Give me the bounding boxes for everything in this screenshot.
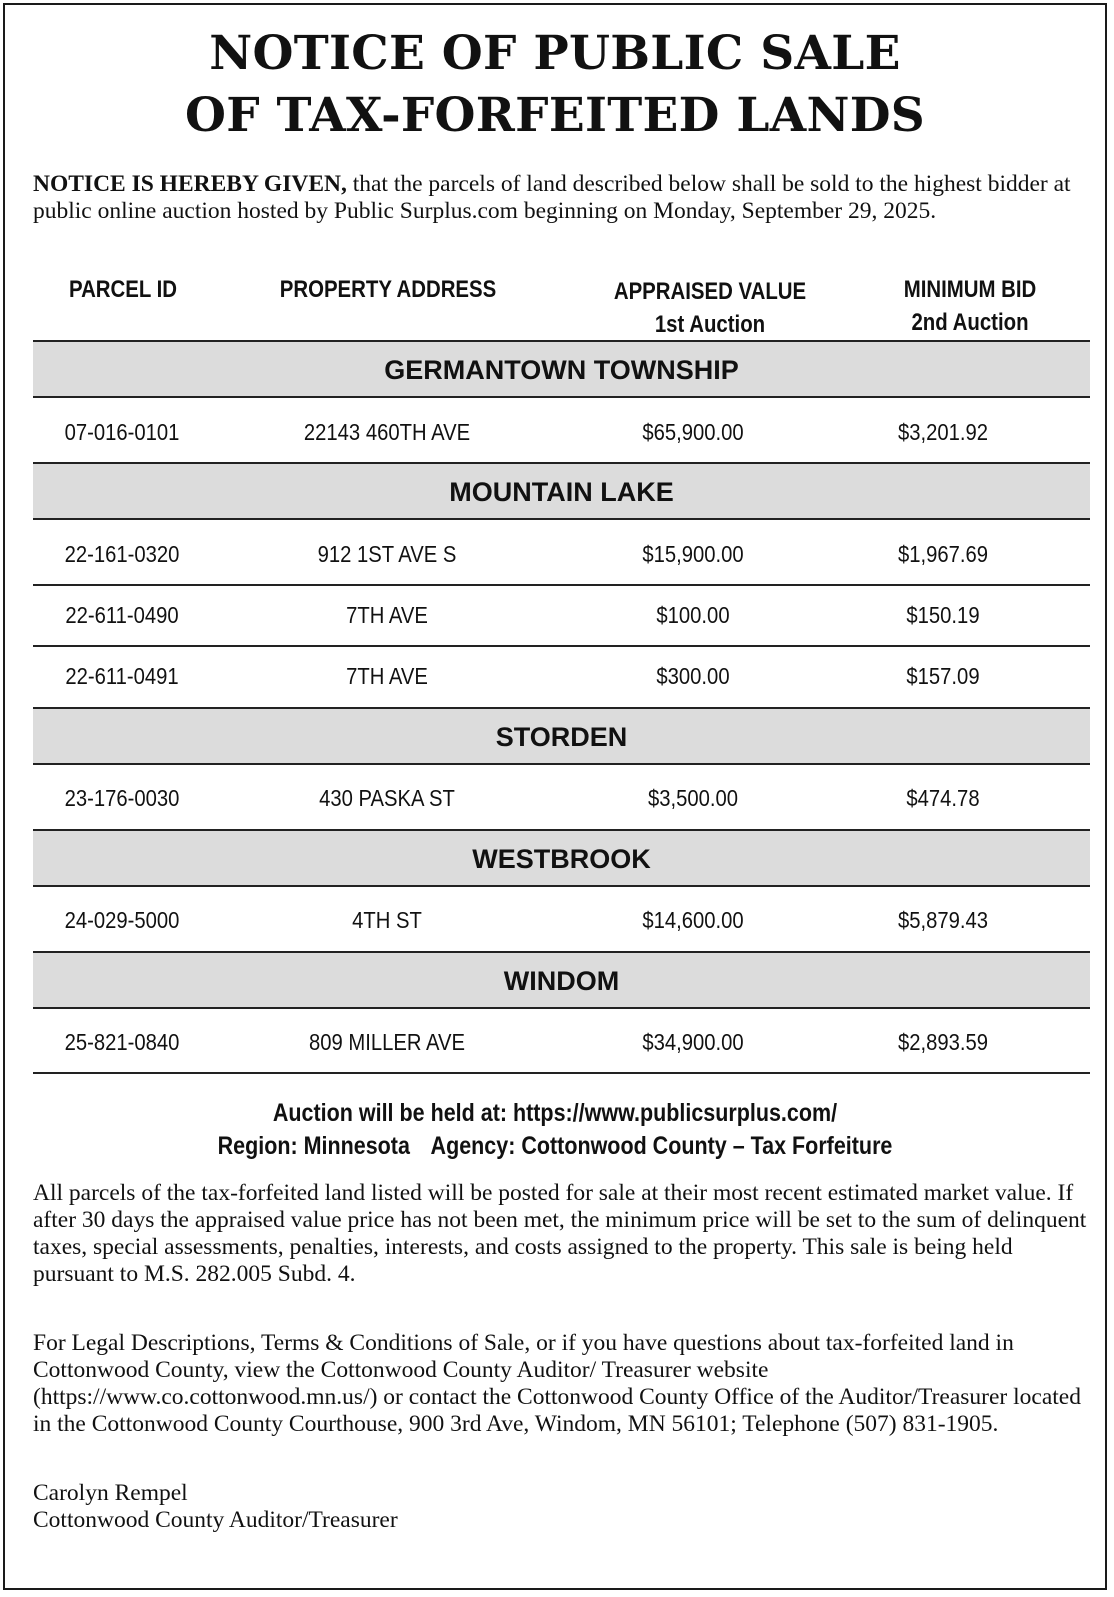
property-address: 430 PASKA ST (319, 785, 455, 811)
section-windom: WINDOM (33, 951, 1090, 1009)
title-line-1: NOTICE OF PUBLIC SALE (209, 26, 901, 81)
appraised-value: $14,600.00 (642, 907, 744, 933)
table-row (33, 585, 1090, 645)
parcel-id: 07-016-0101 (64, 419, 180, 445)
column-header-appraised-line1: APPRAISED VALUE (613, 278, 807, 305)
table-row (33, 402, 1090, 462)
minimum-bid: $150.19 (906, 602, 980, 628)
minimum-bid: $2,893.59 (897, 1029, 989, 1055)
appraised-value: $100.00 (656, 602, 730, 628)
parcel-id: 22-161-0320 (64, 541, 180, 567)
section-germantown-township: GERMANTOWN TOWNSHIP (33, 340, 1090, 398)
contact-paragraph: For Legal Descriptions, Terms & Conditions of Sale, or if you have questions about tax-forfeited land in Cottonwood County, view the Cottonwood County Auditor/ Treasurer website (https://www.co.cottonwood.mn.us/) or contact the Cottonwood County Office of the Auditor/Treasurer located in the Cottonwood County Courthouse, 900 3rd Ave, Windom, MN 56101; Telephone (507) 831-1905. (33, 1330, 1081, 1437)
table-row (33, 524, 1090, 584)
property-address: 22143 460TH AVE (303, 419, 471, 445)
signatory-name: Carolyn Rempel (33, 1480, 188, 1506)
property-address: 4TH ST (352, 907, 422, 933)
title-line-2: OF TAX-FORFEITED LANDS (184, 88, 926, 143)
table-row (33, 890, 1090, 950)
parcel-id: 25-821-0840 (64, 1029, 180, 1055)
table-row (33, 646, 1090, 706)
section-westbrook: WESTBROOK (33, 829, 1090, 887)
auction-region: Region: Minnesota (217, 1132, 410, 1160)
intro-paragraph (33, 171, 1083, 225)
parcel-id: 23-176-0030 (64, 785, 180, 811)
column-header-appraised (583, 275, 838, 341)
appraised-value: $300.00 (656, 663, 730, 689)
property-address: 912 1ST AVE S (317, 541, 457, 567)
appraised-value: $34,900.00 (642, 1029, 744, 1055)
table-row (33, 768, 1090, 828)
auction-location: Auction will be held at: https://www.publicsurplus.com/ (272, 1099, 838, 1127)
notice-title (5, 23, 1105, 147)
column-header-appraised-line2: 1st Auction (654, 311, 766, 338)
property-address: 7TH AVE (346, 663, 428, 689)
column-header-parcel: PARCEL ID (68, 276, 178, 303)
minimum-bid: $157.09 (906, 663, 980, 689)
parcel-id: 22-611-0490 (65, 602, 179, 628)
parcel-id: 24-029-5000 (64, 907, 180, 933)
auction-agency: Agency: Cottonwood County – Tax Forfeiture (430, 1132, 893, 1160)
signature-block (33, 1480, 1093, 1534)
appraised-value: $15,900.00 (642, 541, 744, 567)
minimum-bid: $1,967.69 (897, 541, 989, 567)
table-bottom-rule (33, 1072, 1090, 1074)
column-header-minimum-bid (855, 273, 1085, 339)
table-row (33, 1012, 1090, 1072)
signatory-title: Cottonwood County Auditor/Treasurer (33, 1507, 398, 1533)
intro-lead: NOTICE IS HEREBY GIVEN, (33, 171, 347, 197)
minimum-bid: $5,879.43 (897, 907, 989, 933)
appraised-value: $3,500.00 (647, 785, 739, 811)
auction-info (5, 1097, 1105, 1163)
column-header-minimum-line2: 2nd Auction (911, 309, 1029, 336)
auction-region-agency (82, 1130, 1028, 1163)
sale-terms-paragraph: All parcels of the tax-forfeited land listed will be posted for sale at their most recent estimated market value. If after 30 days the appraised value price has not been met, the minimum price will be set to the sum of delinquent taxes, special assessments, penalties, interests, and costs assigned to the property. This sale is being held pursuant to M.S. 282.005 Subd. 4. (33, 1180, 1087, 1287)
property-address: 809 MILLER AVE (308, 1029, 466, 1055)
minimum-bid: $3,201.92 (897, 419, 989, 445)
notice-frame (3, 3, 1107, 1590)
intro-text: that the parcels of land described below shall be sold to the highest bidder at public online auction hosted by Public Surplus.com beginning on Monday, September 29, 2025. (33, 171, 1071, 224)
column-header-minimum-line1: MINIMUM BID (903, 276, 1037, 303)
property-address: 7TH AVE (346, 602, 428, 628)
minimum-bid: $474.78 (906, 785, 980, 811)
parcel-id: 22-611-0491 (65, 663, 179, 689)
column-header-address: PROPERTY ADDRESS (279, 276, 497, 303)
appraised-value: $65,900.00 (642, 419, 744, 445)
section-storden: STORDEN (33, 707, 1090, 765)
section-mountain-lake: MOUNTAIN LAKE (33, 462, 1090, 520)
